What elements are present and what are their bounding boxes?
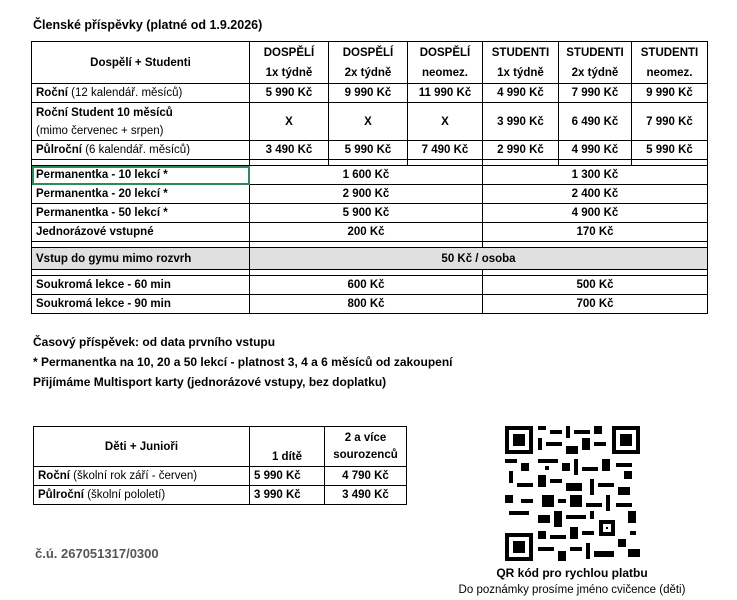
price-cell: 5 990 Kč (329, 141, 408, 160)
table-row (32, 185, 708, 204)
price-cell: X (250, 103, 329, 141)
price-cell-student: 2 400 Kč (483, 185, 708, 204)
table-row (32, 204, 708, 223)
row-label: Půlroční (6 kalendář. měsíců) (32, 141, 250, 160)
column-header: 2 a více sourozenců (325, 427, 407, 467)
price-cell-adult: 2 900 Kč (250, 185, 483, 204)
qr-title: QR kód pro rychlou platbu (496, 566, 648, 580)
table-row (32, 295, 708, 314)
qr-code-icon (505, 426, 640, 561)
table-row (32, 276, 708, 295)
price-cell-student: 170 Kč (483, 223, 708, 242)
price-cell: X (408, 103, 483, 141)
column-header: STUDENTI 2x týdně (559, 42, 632, 84)
price-cell: 7 490 Kč (408, 141, 483, 160)
price-cell-student: 4 900 Kč (483, 204, 708, 223)
column-header: 1 dítě (250, 427, 325, 467)
row-label: Roční (školní rok září - červen) (34, 467, 250, 486)
table-row (32, 141, 708, 160)
bank-account: č.ú. 267051317/0300 (35, 546, 159, 561)
row-label: Vstup do gymu mimo rozvrh (32, 248, 250, 270)
table-row (32, 248, 708, 270)
price-cell: 5 990 Kč (250, 467, 325, 486)
note-line: Časový příspěvek: od data prvního vstupu (33, 335, 276, 349)
price-cell: 3 990 Kč (483, 103, 559, 141)
row-label: Roční (12 kalendář. měsíců) (32, 84, 250, 103)
table-row (32, 84, 708, 103)
price-cell-student: 700 Kč (483, 295, 708, 314)
table-row (34, 467, 407, 486)
column-header: DOSPĚLÍ neomez. (408, 42, 483, 84)
price-cell-adult: 600 Kč (250, 276, 483, 295)
row-label: Jednorázové vstupné (32, 223, 250, 242)
page-title: Členské příspěvky (platné od 1.9.2026) (33, 18, 263, 32)
row-label: Půlroční (školní pololetí) (34, 486, 250, 505)
price-cell: 2 990 Kč (483, 141, 559, 160)
row-label: Soukromá lekce - 90 min (32, 295, 250, 314)
table-header-row (34, 427, 407, 467)
row-label: Permanentka - 10 lekcí * (32, 166, 250, 185)
row-label: Permanentka - 20 lekcí * (32, 185, 250, 204)
price-cell-adult: 5 900 Kč (250, 204, 483, 223)
table-row (32, 166, 708, 185)
price-cell: 7 990 Kč (559, 84, 632, 103)
column-header: DOSPĚLÍ 1x týdně (250, 42, 329, 84)
qr-note: Do poznámky prosíme jméno cvičence (děti) (458, 584, 686, 596)
corner-header: Děti + Junioři (34, 427, 250, 467)
price-cell-student: 1 300 Kč (483, 166, 708, 185)
corner-header: Dospělí + Studenti (32, 42, 250, 84)
price-cell: 5 990 Kč (632, 141, 708, 160)
table-header-row (32, 42, 708, 84)
price-cell: 3 490 Kč (325, 486, 407, 505)
price-cell: 11 990 Kč (408, 84, 483, 103)
price-cell: 4 790 Kč (325, 467, 407, 486)
price-cell-adult: 200 Kč (250, 223, 483, 242)
price-cell-adult: 1 600 Kč (250, 166, 483, 185)
notes (33, 332, 453, 392)
table-row (32, 223, 708, 242)
table-row (32, 103, 708, 141)
price-cell: X (329, 103, 408, 141)
price-cell: 4 990 Kč (483, 84, 559, 103)
price-cell: 3 990 Kč (250, 486, 325, 505)
table-row (34, 486, 407, 505)
note-line: * Permanentka na 10, 20 a 50 lekcí - platnost 3, 4 a 6 měsíců od zakoupení (33, 355, 453, 369)
kids-fees-table (33, 426, 407, 505)
price-cell: 3 490 Kč (250, 141, 329, 160)
row-label: Roční Student 10 měsíců (mimo červenec + srpen) (32, 103, 250, 141)
price-cell: 9 990 Kč (329, 84, 408, 103)
column-header: DOSPĚLÍ 2x týdně (329, 42, 408, 84)
row-label: Permanentka - 50 lekcí * (32, 204, 250, 223)
price-cell: 50 Kč / osoba (250, 248, 708, 270)
membership-fees-table (31, 41, 708, 314)
price-cell: 4 990 Kč (559, 141, 632, 160)
price-cell-adult: 800 Kč (250, 295, 483, 314)
price-cell: 9 990 Kč (632, 84, 708, 103)
row-label: Soukromá lekce - 60 min (32, 276, 250, 295)
price-cell: 5 990 Kč (250, 84, 329, 103)
price-cell-student: 500 Kč (483, 276, 708, 295)
price-cell: 7 990 Kč (632, 103, 708, 141)
column-header: STUDENTI neomez. (632, 42, 708, 84)
column-header: STUDENTI 1x týdně (483, 42, 559, 84)
note-line: Přijímáme Multisport karty (jednorázové vstupy, bez doplatku) (33, 375, 387, 389)
price-cell: 6 490 Kč (559, 103, 632, 141)
